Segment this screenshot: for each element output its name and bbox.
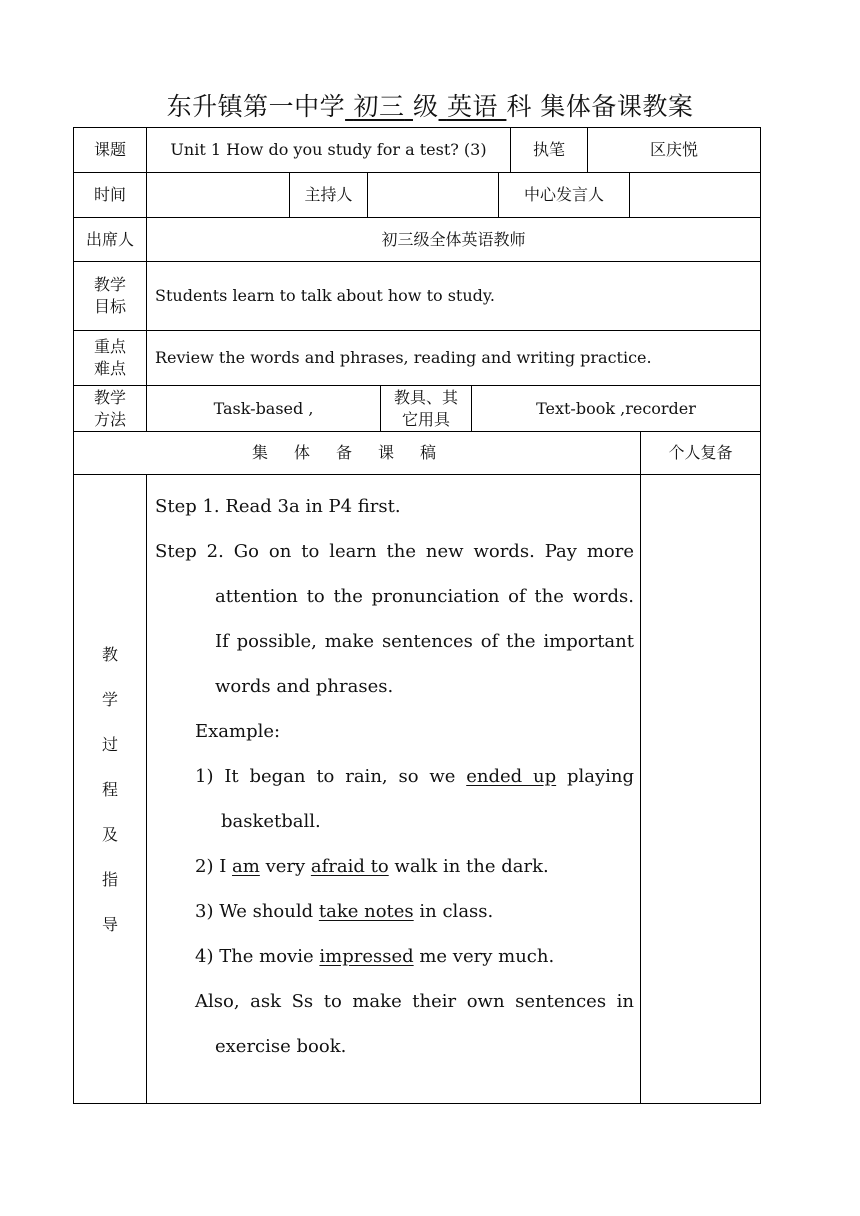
doc-type: 集体备课教案 (540, 92, 694, 121)
document-title (0, 87, 860, 123)
underlined-phrase: impressed (319, 946, 414, 967)
topic-label: 课题 (93, 140, 126, 159)
school-name: 东升镇第一中学 (166, 92, 346, 121)
side-char: 导 (101, 915, 118, 934)
draft-header (74, 432, 640, 474)
example-4: 4) The movie impressed me very much. (195, 946, 555, 967)
process-side-label (74, 632, 146, 947)
host-value (368, 173, 498, 217)
also-instruction: Also, ask Ss to make their own sentences in exercise book. (195, 991, 634, 1057)
subject-suffix: 科 (506, 92, 532, 121)
writer-label: 执笔 (532, 140, 565, 159)
side-char: 学 (101, 690, 118, 709)
side-char: 及 (101, 825, 118, 844)
goal-label-line2: 目标 (93, 297, 126, 316)
tools-value: Text-book ,recorder (536, 398, 696, 418)
side-char: 指 (101, 870, 118, 889)
method-label (74, 386, 146, 431)
personal-header: 个人复备 (668, 443, 733, 462)
tools-label-line2: 它用具 (401, 409, 450, 429)
time-value (147, 173, 289, 217)
subject-value: 英语 (446, 92, 498, 121)
side-char: 过 (101, 735, 118, 754)
attendees-value: 初三级全体英语教师 (381, 229, 526, 249)
step-2: Step 2. Go on to learn the new words. Pay more attention to the pronunciation of the words. If possible, make sentences of the important words and phrases. (155, 541, 634, 697)
time-label: 时间 (93, 185, 126, 204)
focus-label-line1: 重点 (93, 337, 126, 356)
example-label: Example: (195, 721, 281, 742)
process-content (155, 484, 634, 1069)
table-border-right (760, 127, 761, 1104)
goal-label-line1: 教学 (93, 275, 126, 294)
underlined-phrase: afraid to (310, 856, 389, 877)
side-char: 教 (101, 645, 118, 664)
focus-label (74, 331, 146, 385)
example-1: 1) It began to rain, so we ended up playing basketball. (195, 766, 635, 832)
example-2: 2) I am very afraid to walk in the dark. (195, 856, 549, 877)
col-divider (146, 474, 147, 1104)
table-border-bottom (73, 1103, 761, 1104)
tools-label-line1: 教具、其 (393, 387, 458, 407)
grade-value: 初三 (353, 92, 405, 121)
topic-value: Unit 1 How do you study for a test? (3) (170, 140, 487, 159)
underlined-phrase: am (232, 856, 260, 877)
personal-notes (641, 475, 760, 1103)
focus-label-line2: 难点 (93, 359, 126, 378)
method-label-line2: 方法 (93, 409, 126, 429)
example-3: 3) We should take notes in class. (195, 901, 494, 922)
method-label-line1: 教学 (93, 387, 126, 407)
tools-label (381, 386, 471, 431)
side-char: 程 (101, 780, 118, 799)
step-1: Step 1. Read 3a in P4 first. (155, 496, 401, 517)
speaker-label: 中心发言人 (523, 185, 604, 204)
speaker-value (630, 173, 760, 217)
underlined-phrase: take notes (318, 901, 414, 922)
goal-label (74, 262, 146, 330)
focus-value: Review the words and phrases, reading and writing practice. (155, 348, 652, 367)
host-label: 主持人 (304, 185, 353, 204)
goal-value: Students learn to talk about how to study. (155, 286, 495, 305)
method-value: Task-based , (213, 398, 314, 418)
writer-value: 区庆悦 (649, 140, 698, 159)
underlined-phrase: ended up (466, 766, 557, 787)
attendees-label: 出席人 (85, 229, 134, 249)
grade-suffix: 级 (413, 92, 439, 121)
draft-header-label: 集体备课稿 (251, 443, 462, 462)
